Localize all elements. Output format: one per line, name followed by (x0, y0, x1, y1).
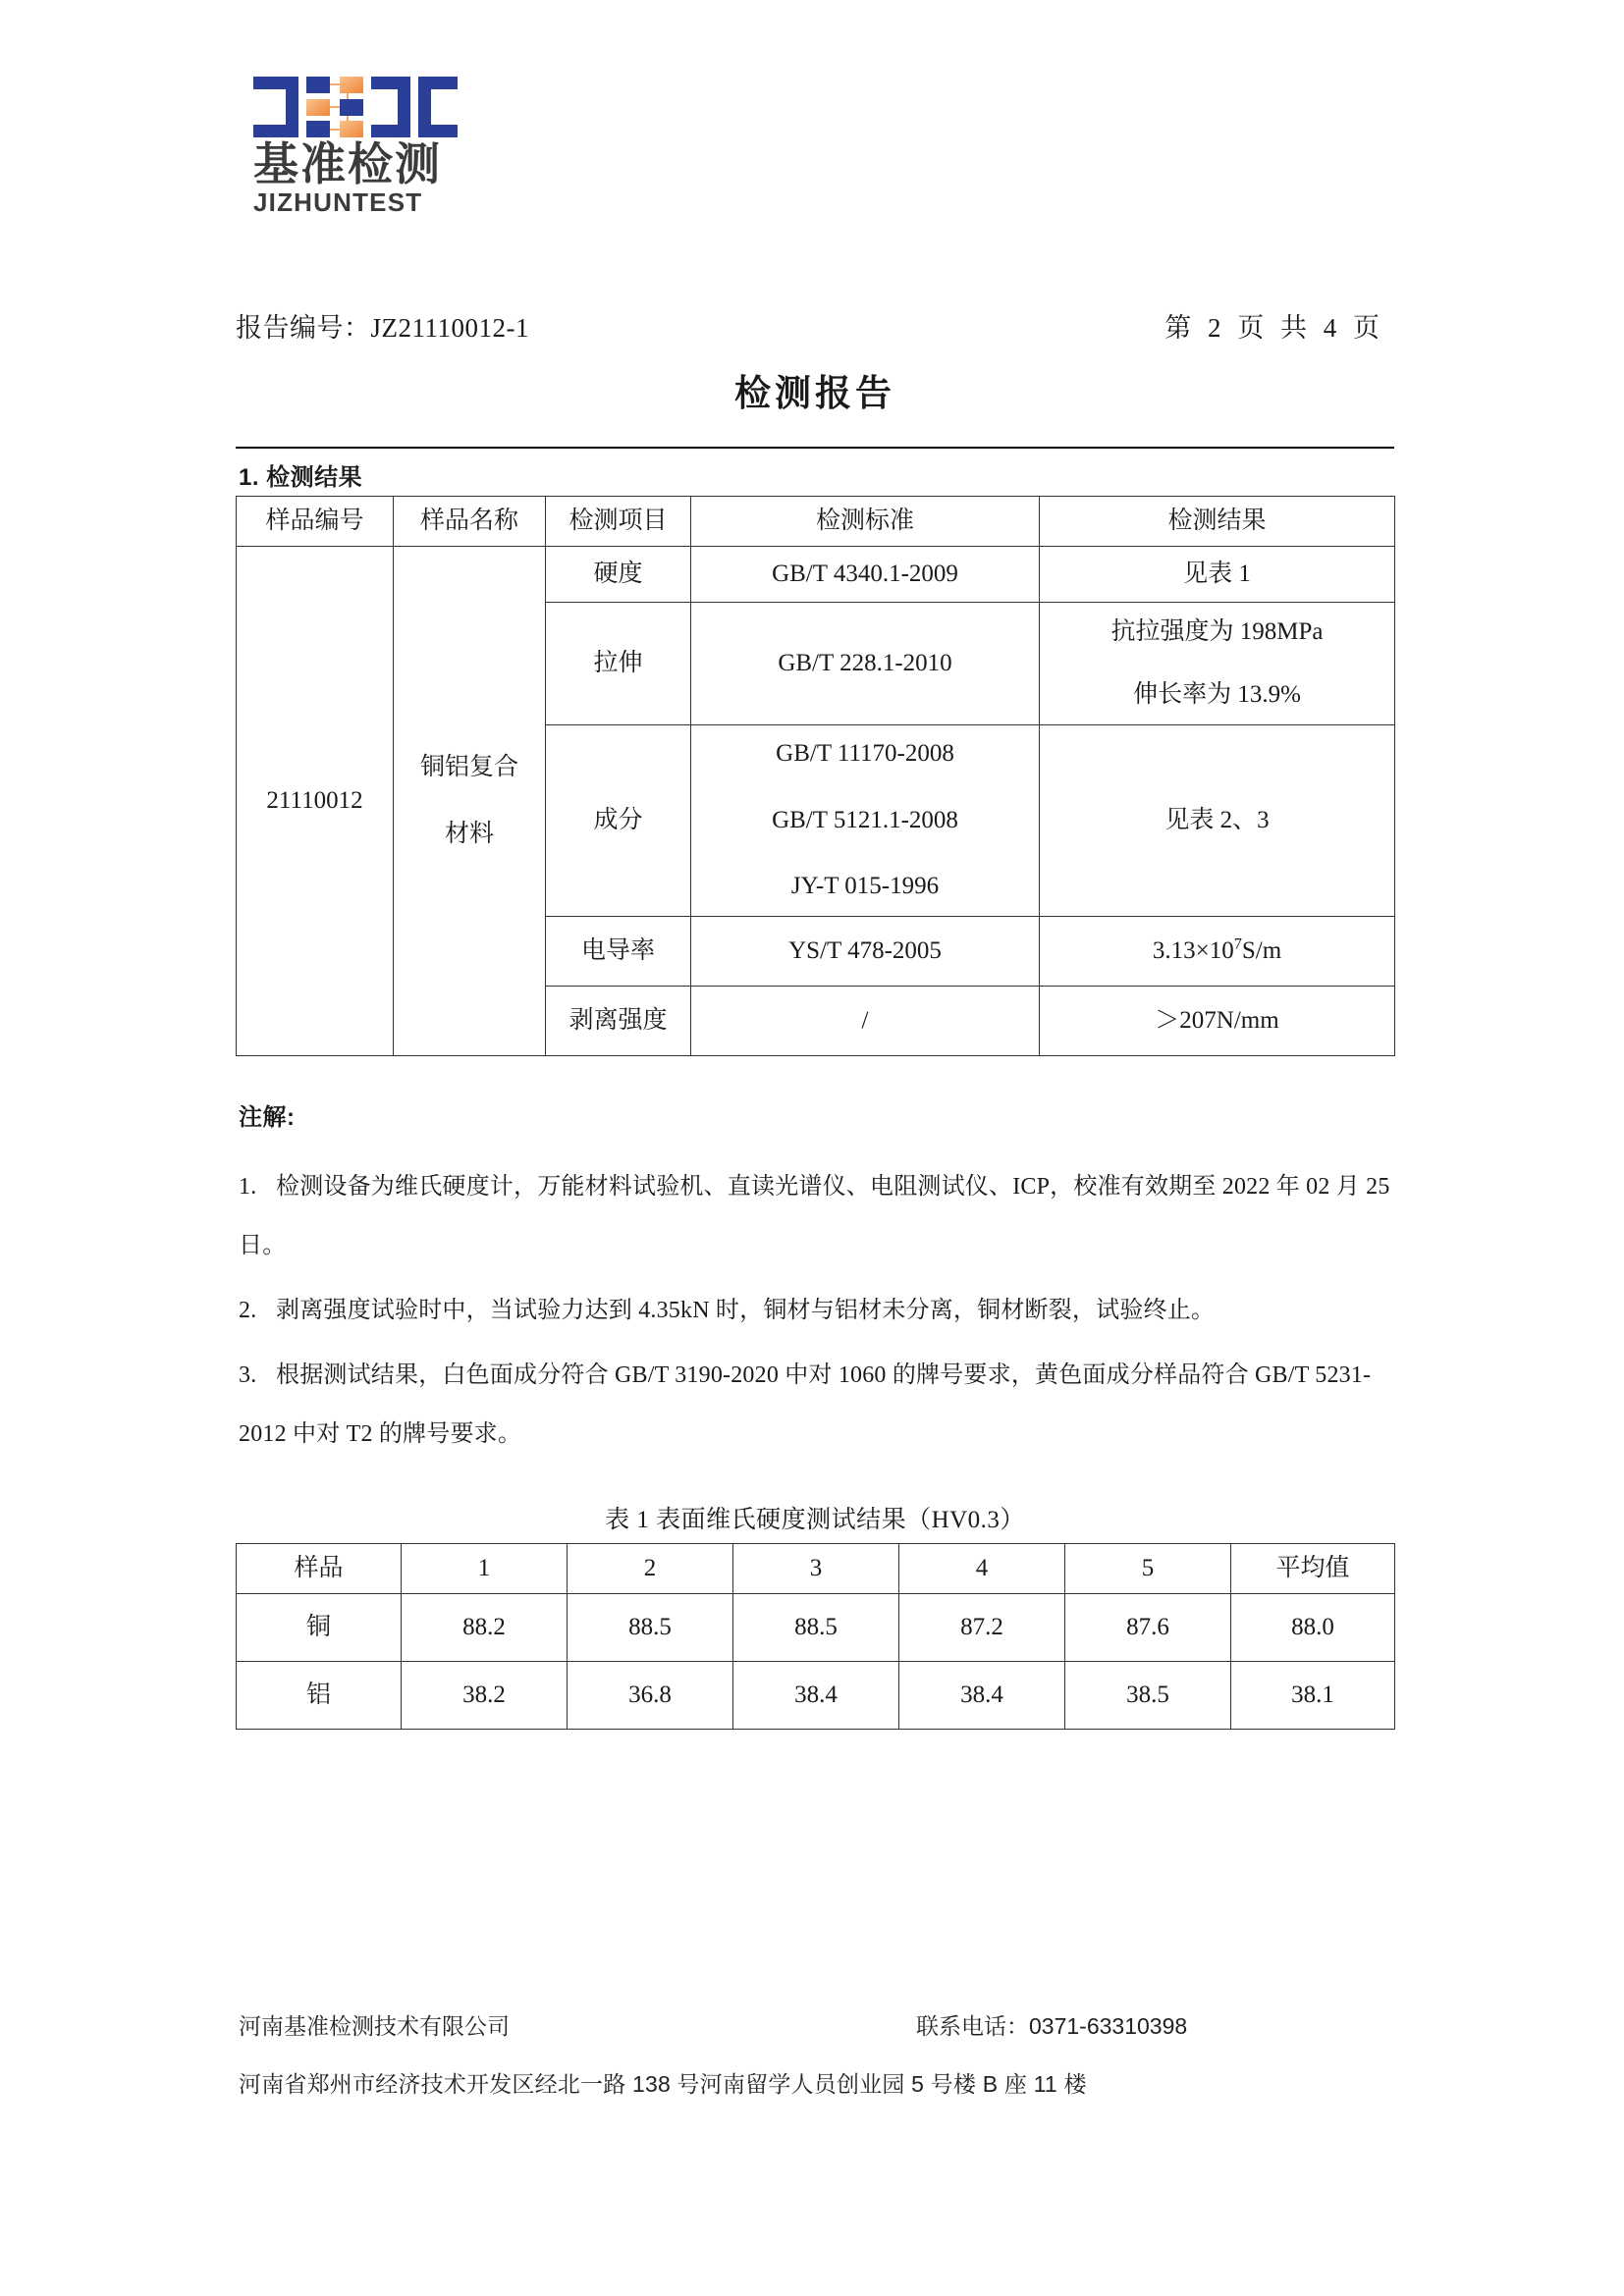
notes-title: 注解: (239, 1104, 296, 1131)
elongation-value: 伸长率为 13.9% (1133, 680, 1301, 708)
conductivity-mantissa: 3.13×10 (1152, 936, 1234, 964)
table-row (237, 1593, 1395, 1661)
footer-phone: 联系电话：0371-63310398 (916, 2013, 1188, 2039)
cell-result-hardness: 见表 1 (1040, 546, 1395, 602)
t1-copper-v5: 87.6 (1065, 1593, 1231, 1661)
note-number: 3. (239, 1362, 257, 1388)
logo-mark-icon (253, 77, 458, 137)
cell-result-tensile (1040, 602, 1395, 724)
brand-name-en: JIZHUNTEST (253, 187, 423, 217)
t1-col-4: 4 (899, 1544, 1065, 1594)
col-sample-name: 样品名称 (394, 497, 546, 547)
cell-item-peel: 剥离强度 (546, 986, 691, 1055)
table-header-row (237, 1544, 1395, 1594)
t1-aluminum-v5: 38.5 (1065, 1661, 1231, 1729)
table-header-row (237, 497, 1395, 547)
report-number: 报告编号：JZ21110012-1 (236, 313, 529, 343)
conductivity-exponent: 7 (1233, 934, 1242, 953)
t1-col-3: 3 (733, 1544, 899, 1594)
cell-standard-peel: / (691, 986, 1040, 1055)
test-results-table (236, 496, 1395, 1056)
t1-aluminum-avg: 38.1 (1231, 1661, 1395, 1729)
col-test-item: 检测项目 (546, 497, 691, 547)
cell-item-tensile: 拉伸 (546, 602, 691, 724)
cell-item-conductivity: 电导率 (546, 916, 691, 986)
t1-col-2: 2 (568, 1544, 733, 1594)
composition-standard-2: GB/T 5121.1-2008 (772, 806, 958, 833)
t1-row-label-copper: 铜 (237, 1593, 402, 1661)
note-number: 2. (239, 1298, 257, 1323)
footer-company-name: 河南基准检测技术有限公司 (239, 2013, 510, 2039)
table-row (237, 1661, 1395, 1729)
composition-standard-3: JY-T 015-1996 (790, 873, 940, 900)
cell-item-hardness: 硬度 (546, 546, 691, 602)
note-text: 根据测试结果，白色面成分符合 GB/T 3190-2020 中对 1060 的牌号要求，黄色面成分样品符合 GB/T 5231-2012 中对 T2 的牌号要求。 (239, 1362, 1372, 1447)
t1-copper-v3: 88.5 (733, 1593, 899, 1661)
cell-sample-name (394, 546, 546, 1055)
tensile-strength-value: 抗拉强度为 198MPa (1110, 618, 1324, 645)
col-test-standard: 检测标准 (691, 497, 1040, 547)
note-number: 1. (239, 1174, 257, 1200)
title-divider (236, 447, 1394, 449)
cell-result-composition: 见表 2、3 (1040, 724, 1395, 916)
t1-aluminum-v1: 38.2 (402, 1661, 568, 1729)
note-item (239, 1346, 1397, 1464)
sample-name-line2: 材料 (444, 820, 494, 847)
page-footer (239, 2008, 1397, 2099)
table-row (237, 546, 1395, 602)
cell-standard-conductivity: YS/T 478-2005 (691, 916, 1040, 986)
footer-address: 河南省郑州市经济技术开发区经北一路 138 号河南留学人员创业园 5 号楼 B 座 11 楼 (239, 2071, 1087, 2097)
t1-aluminum-v3: 38.4 (733, 1661, 899, 1729)
t1-copper-v1: 88.2 (402, 1593, 568, 1661)
col-sample-no: 样品编号 (237, 497, 394, 547)
t1-row-label-aluminum: 铝 (237, 1661, 402, 1729)
cell-sample-no: 21110012 (237, 546, 394, 1055)
page-number: 第 2 页 共 4 页 (1164, 313, 1384, 343)
cell-result-conductivity (1040, 916, 1395, 986)
cell-item-composition: 成分 (546, 724, 691, 916)
section-heading-results: 1. 检测结果 (239, 464, 363, 491)
cell-standard-tensile: GB/T 228.1-2010 (691, 602, 1040, 724)
note-item (239, 1157, 1397, 1275)
t1-col-average: 平均值 (1231, 1544, 1395, 1594)
brand-name-cn: 基准检测 (253, 138, 442, 189)
conductivity-unit: S/m (1241, 936, 1282, 964)
col-test-result: 检测结果 (1040, 497, 1395, 547)
document-header (236, 306, 1394, 345)
t1-copper-avg: 88.0 (1231, 1593, 1395, 1661)
note-item (239, 1281, 1397, 1340)
note-text: 剥离强度试验时中，当试验力达到 4.35kN 时，铜材与铝材未分离，铜材断裂，试验终止。 (276, 1298, 1216, 1323)
notes-section (239, 1097, 1397, 1469)
cell-standard-hardness: GB/T 4340.1-2009 (691, 546, 1040, 602)
cell-standard-composition (691, 724, 1040, 916)
company-logo (253, 77, 548, 216)
t1-aluminum-v4: 38.4 (899, 1661, 1065, 1729)
t1-col-5: 5 (1065, 1544, 1231, 1594)
table1-caption: 表 1 表面维氏硬度测试结果（HV0.3） (605, 1507, 1025, 1533)
cell-result-peel: ＞207N/mm (1040, 986, 1395, 1055)
t1-aluminum-v2: 36.8 (568, 1661, 733, 1729)
t1-copper-v4: 87.2 (899, 1593, 1065, 1661)
t1-col-sample: 样品 (237, 1544, 402, 1594)
t1-copper-v2: 88.5 (568, 1593, 733, 1661)
note-text: 检测设备为维氏硬度计，万能材料试验机、直读光谱仪、电阻测试仪、ICP，校准有效期至 2022 年 02 月 25 日。 (239, 1174, 1390, 1258)
composition-standard-1: GB/T 11170-2008 (776, 740, 954, 768)
hardness-results-table (236, 1543, 1395, 1730)
sample-name-line1: 铜铝复合 (419, 754, 518, 780)
t1-col-1: 1 (402, 1544, 568, 1594)
page-title: 检测报告 (734, 374, 895, 414)
